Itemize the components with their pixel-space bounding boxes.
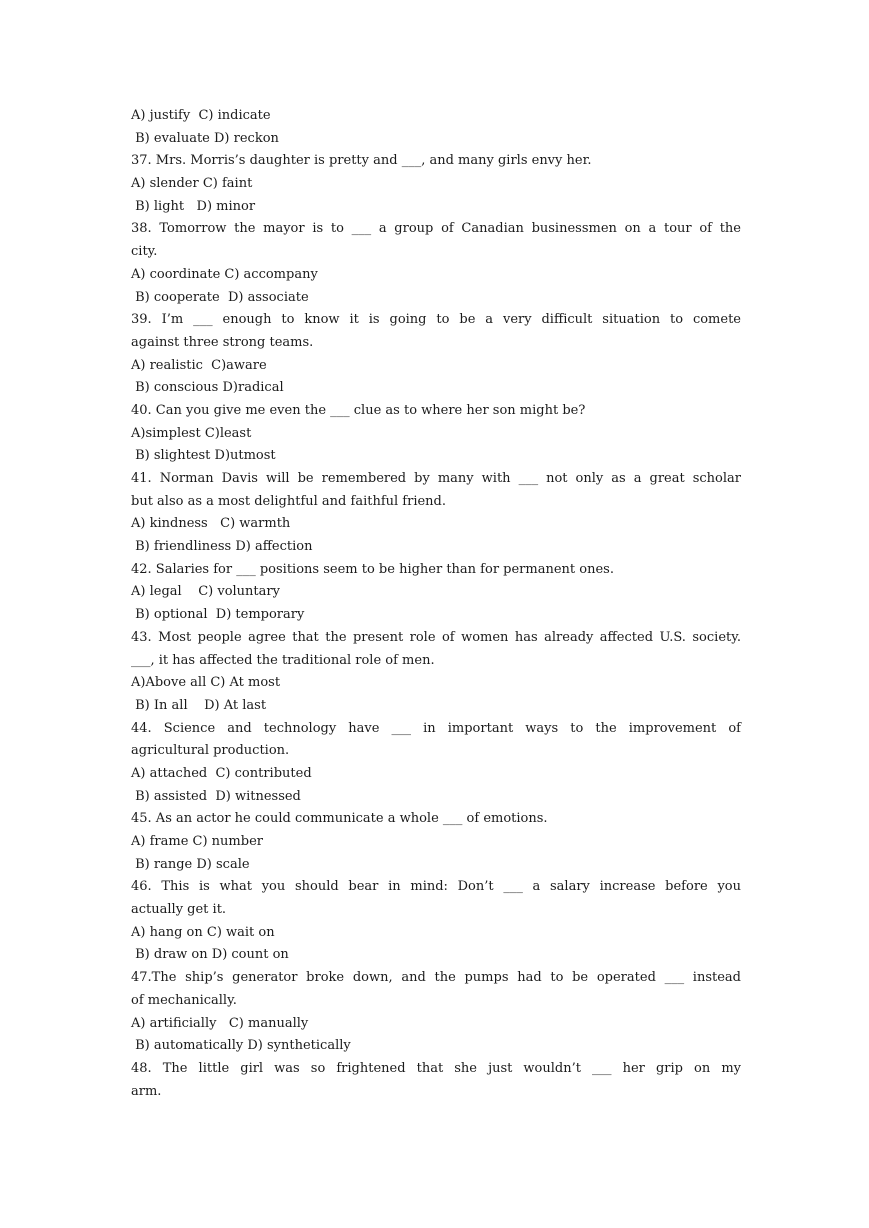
text-line: B) draw on D) count on [131, 947, 289, 963]
text-line: arm. [131, 1083, 162, 1099]
text-line: B) automatically D) synthetically [131, 1038, 351, 1054]
text-line: A) frame C) number [131, 834, 263, 849]
text-line: A) slender C) faint [131, 176, 253, 192]
text-line: B) friendliness D) affection [131, 539, 313, 555]
text-line: A)simplest C)least [131, 425, 252, 441]
text-line: 47.The ship’s generator broke down, and the pumps had to be operated ___ instead [131, 970, 741, 986]
text-line: 42. Salaries for ___ positions seem to be higher than for permanent ones. [131, 561, 614, 577]
text-line: B) conscious D)radical [131, 380, 284, 396]
text-line: A) hang on C) wait on [131, 924, 275, 940]
text-line: 45. As an actor he could communicate a whole ___ of emotions. [131, 811, 548, 827]
text-line: B) evaluate D) reckon [131, 130, 279, 146]
text-line: A) attached C) contributed [131, 765, 312, 781]
text-line: A) realistic C)aware [131, 357, 267, 373]
text-line: B) range D) scale [131, 856, 250, 872]
text-line: 40. Can you give me even the ___ clue as to where her son might be? [131, 402, 586, 418]
text-line: 41. Norman Davis will be remembered by many with ___ not only as a great scholar [131, 471, 741, 486]
text-line: but also as a most delightful and faithful friend. [131, 493, 447, 509]
text-line: B) assisted D) witnessed [131, 788, 301, 804]
text-line: 44. Science and technology have ___ in important ways to the improvement of [131, 720, 741, 736]
text-line: A)Above all C) At most [131, 675, 281, 691]
text-line: of mechanically. [131, 992, 237, 1008]
text-line: 46. This is what you should bear in mind: Don’t ___ a salary increase before you [131, 879, 741, 895]
text-line: B) light D) minor [131, 198, 256, 214]
text-line: city. [131, 244, 158, 260]
text-line: agricultural production. [131, 743, 290, 759]
text-line: 39. I’m ___ enough to know it is going to be a very difficult situation to comete [131, 312, 741, 328]
text-line: B) slightest D)utmost [131, 448, 276, 464]
text-line: A) artificially C) manually [131, 1015, 309, 1031]
text-line: A) kindness C) warmth [131, 516, 291, 532]
text-line: B) optional D) temporary [131, 607, 305, 623]
text-line: A) justify C) indicate [131, 108, 271, 123]
text-line: B) In all D) At last [131, 697, 267, 713]
text-line: ___, it has affected the traditional role of men. [131, 652, 435, 668]
text-line: 38. Tomorrow the mayor is to ___ a group of Canadian businessmen on a tour of the [131, 221, 741, 237]
text-line: actually get it. [131, 902, 227, 918]
text-line: 48. The little girl was so frightened that she just wouldn’t ___ her grip on my [131, 1060, 741, 1076]
text-line: A) legal C) voluntary [131, 584, 280, 600]
text-line: A) coordinate C) accompany [131, 266, 318, 282]
text-line: 43. Most people agree that the present role of women has already affected U.S. society. [131, 629, 741, 645]
text-line: 37. Mrs. Morris’s daughter is pretty and ___, and many girls envy her. [131, 153, 592, 169]
exercise-text [131, 105, 741, 1103]
text-line: against three strong teams. [131, 334, 314, 350]
text-line: B) cooperate D) associate [131, 289, 309, 305]
